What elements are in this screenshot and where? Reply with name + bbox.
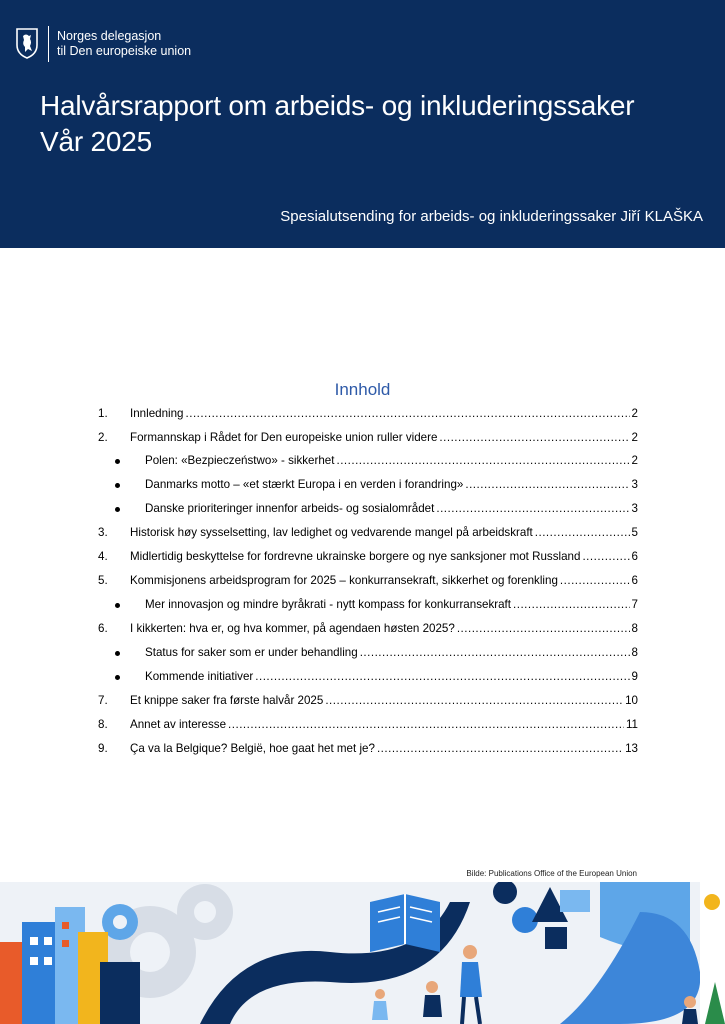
toc-entry[interactable] (98, 545, 638, 563)
toc-entry[interactable] (98, 569, 638, 587)
toc-entry-number: 8. (98, 718, 108, 731)
toc-entry-page: 6 (631, 574, 638, 587)
toc-entry-number: 3. (98, 526, 108, 539)
toc-leader-dots (325, 694, 623, 707)
image-credit: Bilde: Publications Office of the European Union (466, 869, 637, 878)
toc-leader-dots (465, 478, 629, 491)
toc-entry-text: Midlertidig beskyttelse for fordrevne ukrainske borgere og nye sanksjoner mot Russland (130, 550, 581, 563)
toc-entry-page: 5 (631, 526, 638, 539)
toc-subentry[interactable] (98, 593, 638, 611)
toc-entry[interactable] (98, 689, 638, 707)
toc-leader-dots (582, 550, 629, 563)
toc-leader-dots (255, 670, 629, 683)
logo-divider (48, 26, 49, 62)
toc-entry-text: Polen: «Bezpieczeństwo» - sikkerhet (145, 454, 335, 467)
org-line-2: til Den europeiske union (57, 44, 192, 58)
toc-entry[interactable] (98, 713, 638, 731)
toc-leader-dots (228, 718, 624, 731)
toc-subentry[interactable] (98, 473, 638, 491)
toc-entry-page: 7 (631, 598, 638, 611)
toc-entry-page: 3 (631, 478, 638, 491)
toc-leader-dots (360, 646, 630, 659)
toc-entry-page: 6 (631, 550, 638, 563)
toc-heading: Innhold (334, 380, 391, 399)
toc-entry[interactable] (98, 426, 638, 444)
toc-leader-dots (436, 502, 629, 515)
toc-entry-number: 2. (98, 430, 108, 444)
toc-entry-text: Annet av interesse (130, 718, 227, 731)
toc-entry[interactable] (98, 617, 638, 635)
toc-entry[interactable] (98, 737, 638, 755)
toc-entry-text: Status for saker som er under behandling (145, 646, 358, 659)
report-title (40, 88, 634, 160)
org-line-1: Norges delegasjon (57, 29, 162, 43)
toc-entry-text: Innledning (130, 407, 184, 420)
toc-entry-page: 3 (631, 502, 638, 515)
toc-entry-number: 4. (98, 550, 108, 563)
toc-entry-text: I kikkerten: hva er, og hva kommer, på agendaen høsten 2025? (130, 622, 455, 635)
toc-entry-text: Danmarks motto – «et stærkt Europa i en verden i forandring» (145, 478, 464, 491)
title-line-1: Halvårsrapport om arbeids- og inkluderingssaker (40, 90, 635, 121)
toc-entry-page: 2 (631, 407, 638, 420)
toc-leader-dots (377, 742, 623, 755)
toc-entry-text: Historisk høy sysselsetting, lav ledighet og vedvarende mangel på arbeidskraft (130, 526, 533, 539)
organization-name (57, 29, 191, 59)
toc-entry-number: 5. (98, 574, 108, 587)
cover-illustration (0, 882, 725, 1024)
toc-leader-dots (457, 622, 630, 635)
toc-leader-dots (513, 598, 630, 611)
toc-entry-text: Kommende initiativer (145, 670, 254, 683)
coat-of-arms-lion-icon (14, 27, 40, 59)
toc-entry-text: Et knippe saker fra første halvår 2025 (130, 694, 324, 707)
toc-entry-text: Kommisjonens arbeidsprogram for 2025 – konkurransekraft, sikkerhet og forenkling (130, 574, 558, 587)
toc-subentry[interactable] (98, 665, 638, 683)
toc-entry-page: 9 (631, 670, 638, 683)
toc-entry-page: 10 (625, 694, 638, 707)
toc-subentry[interactable] (98, 449, 638, 467)
cover-banner (0, 0, 725, 248)
toc-entry-text: Danske prioriteringer innenfor arbeids- og sosialområdet (145, 502, 435, 515)
toc-entry[interactable] (98, 402, 638, 420)
illustration-artwork (0, 882, 725, 1024)
toc-entry-number: 1. (98, 407, 108, 420)
toc-entry-page: 2 (631, 454, 638, 467)
toc-entry-page: 11 (625, 718, 638, 731)
toc-entry-page: 2 (631, 430, 638, 444)
toc-entry-text: Mer innovasjon og mindre byråkrati - nytt kompass for konkurransekraft (145, 598, 511, 611)
title-line-2: Vår 2025 (40, 126, 153, 157)
toc-entry-page: 13 (625, 742, 638, 755)
report-subtitle: Spesialutsending for arbeids- og inkluderingssaker Jiří KLAŠKA (280, 208, 703, 225)
toc-leader-dots (439, 431, 629, 444)
toc-subentry[interactable] (98, 497, 638, 515)
toc-leader-dots (535, 526, 630, 539)
toc-subentry[interactable] (98, 641, 638, 659)
toc-leader-dots (560, 574, 630, 587)
toc-entry-page: 8 (631, 622, 638, 635)
toc-entry-number: 6. (98, 622, 108, 635)
toc-leader-dots (336, 454, 629, 467)
toc-entry-number: 9. (98, 742, 108, 755)
toc-entry-text: Formannskap i Rådet for Den europeiske union ruller videre (130, 430, 438, 444)
toc-leader-dots (186, 407, 630, 420)
toc-entry-text: Ça va la Belgique? België, hoe gaat het met je? (130, 742, 375, 755)
toc-entry-page: 8 (631, 646, 638, 659)
toc-entry[interactable] (98, 521, 638, 539)
toc-entry-number: 7. (98, 694, 108, 707)
